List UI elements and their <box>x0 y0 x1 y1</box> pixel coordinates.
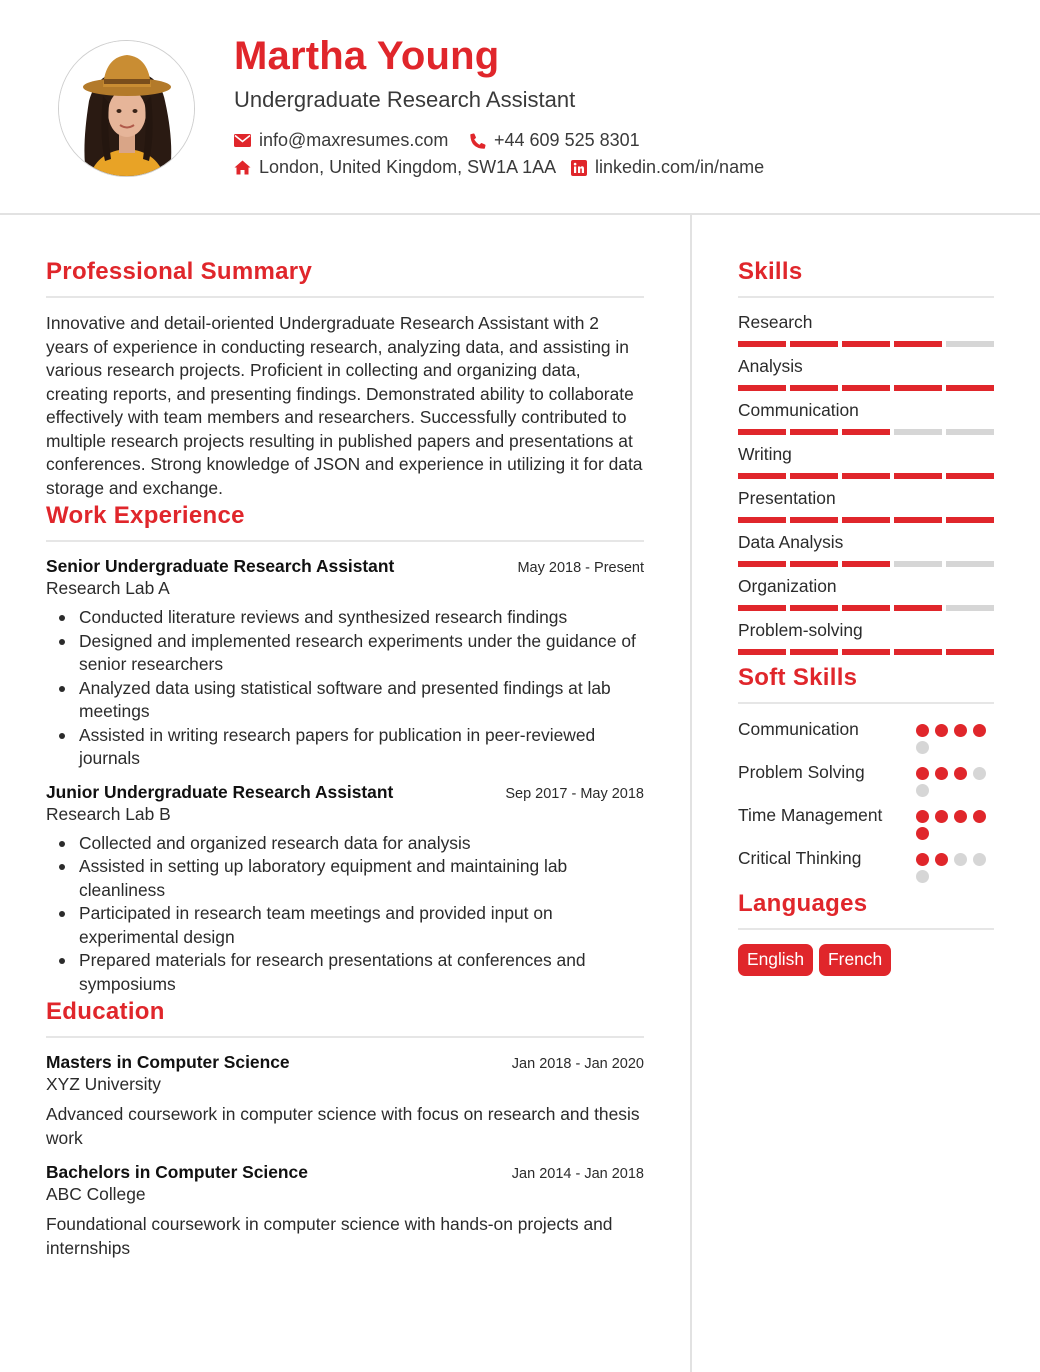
job-bullet: Conducted literature reviews and synthesized research findings <box>46 606 644 630</box>
soft-skill-name: Time Management <box>738 805 883 825</box>
soft-skill-rating <box>916 847 994 883</box>
rating-dot <box>954 724 967 737</box>
education-heading: Education <box>46 998 644 1038</box>
skill-level-segment <box>842 473 890 479</box>
linkedin-icon <box>571 160 587 176</box>
rating-dot <box>954 810 967 823</box>
contact-linkedin[interactable] <box>571 157 764 178</box>
rating-dot <box>916 853 929 866</box>
soft-skill-item <box>738 804 994 840</box>
skill-level-segment <box>894 561 942 567</box>
skill-level-segment <box>842 341 890 347</box>
skill-level-segment <box>842 561 890 567</box>
skill-level-bar <box>738 649 994 655</box>
skill-level-segment <box>842 385 890 391</box>
degree-title: Bachelors in Computer Science <box>46 1162 308 1182</box>
rating-dot <box>916 784 929 797</box>
skill-item <box>738 444 994 479</box>
soft-skill-name: Communication <box>738 719 859 739</box>
language-badge: French <box>819 944 891 976</box>
job-bullet: Designed and implemented research experiments under the guidance of senior researchers <box>46 630 644 677</box>
phone-icon <box>470 133 486 149</box>
job-entry <box>46 556 644 771</box>
location-text: London, United Kingdom, SW1A 1AA <box>259 157 557 177</box>
resume-header <box>0 0 1040 215</box>
soft-skill-item <box>738 718 994 754</box>
skill-level-segment <box>790 517 838 523</box>
envelope-icon <box>234 134 251 147</box>
skill-level-segment <box>894 429 942 435</box>
rating-dot <box>916 827 929 840</box>
contact-email[interactable] <box>234 130 448 151</box>
rating-dot <box>935 853 948 866</box>
experience-heading: Work Experience <box>46 502 644 542</box>
skill-item <box>738 576 994 611</box>
skills-heading: Skills <box>738 258 994 298</box>
education-description: Advanced coursework in computer science with focus on research and thesis work <box>46 1104 640 1148</box>
school-name: ABC College <box>46 1184 146 1204</box>
education-date: Jan 2014 - Jan 2018 <box>511 1166 644 1182</box>
skill-name: Communication <box>738 400 859 420</box>
soft-skills-section <box>738 664 994 883</box>
job-title: Junior Undergraduate Research Assistant <box>46 781 394 802</box>
language-badge: English <box>738 944 813 976</box>
job-bullet: Collected and organized research data for analysis <box>46 832 644 856</box>
job-bullet: Prepared materials for research presentations at conferences and symposiums <box>46 949 644 996</box>
job-header <box>46 556 644 577</box>
experience-section <box>46 502 644 996</box>
languages-heading: Languages <box>738 890 994 930</box>
rating-dot <box>954 767 967 780</box>
rating-dot <box>916 870 929 883</box>
education-entry <box>46 1162 644 1260</box>
education-entry <box>46 1052 644 1150</box>
rating-dot <box>954 853 967 866</box>
skill-level-segment <box>946 649 994 655</box>
side-column <box>738 258 994 976</box>
job-bullet: Assisted in writing research papers for publication in peer-reviewed journals <box>46 724 644 771</box>
skill-level-bar <box>738 385 994 391</box>
rating-dot <box>916 724 929 737</box>
job-organization: Research Lab B <box>46 803 171 824</box>
rating-dot <box>916 741 929 754</box>
linkedin-text: linkedin.com/in/name <box>595 157 765 177</box>
education-header <box>46 1052 644 1073</box>
rating-dot <box>916 767 929 780</box>
rating-dot <box>935 810 948 823</box>
languages-section <box>738 890 994 976</box>
rating-dot <box>935 724 948 737</box>
skill-level-bar <box>738 341 994 347</box>
rating-dot <box>973 810 986 823</box>
skill-item <box>738 620 994 655</box>
skill-name: Problem-solving <box>738 620 863 640</box>
job-title: Senior Undergraduate Research Assistant <box>46 556 395 576</box>
skill-level-segment <box>738 341 786 347</box>
skill-name: Organization <box>738 576 837 596</box>
job-header <box>46 782 644 803</box>
skill-level-segment <box>894 385 942 391</box>
skill-item <box>738 532 994 567</box>
skill-level-bar <box>738 605 994 611</box>
skill-list <box>738 312 994 655</box>
skill-level-segment <box>894 605 942 611</box>
skill-level-bar <box>738 429 994 435</box>
degree-title: Masters in Computer Science <box>46 1052 290 1072</box>
skill-level-bar <box>738 473 994 479</box>
skill-level-segment <box>842 429 890 435</box>
skill-level-segment <box>738 517 786 523</box>
skill-name: Research <box>738 312 813 332</box>
skill-level-segment <box>790 605 838 611</box>
skill-level-segment <box>894 473 942 479</box>
skill-level-segment <box>894 341 942 347</box>
soft-skill-list <box>738 718 994 883</box>
rating-dot <box>973 767 986 780</box>
language-list <box>738 944 994 976</box>
phone-text: +44 609 525 8301 <box>494 130 640 150</box>
skill-level-segment <box>946 473 994 479</box>
summary-section <box>46 258 644 500</box>
education-list <box>46 1052 644 1260</box>
rating-dot <box>916 810 929 823</box>
job-bullet: Participated in research team meetings and provided input on experimental design <box>46 902 644 949</box>
skill-level-bar <box>738 561 994 567</box>
education-description: Foundational coursework in computer science with hands-on projects and internships <box>46 1214 613 1258</box>
skill-item <box>738 312 994 347</box>
education-section <box>46 998 644 1260</box>
skill-level-segment <box>894 649 942 655</box>
skill-level-segment <box>946 561 994 567</box>
skill-level-segment <box>738 561 786 567</box>
skills-section <box>738 258 994 655</box>
rating-dot <box>973 724 986 737</box>
column-divider <box>690 215 692 1372</box>
job-organization: Research Lab A <box>46 578 170 598</box>
job-date: Sep 2017 - May 2018 <box>505 785 644 802</box>
skill-name: Presentation <box>738 488 836 508</box>
skill-level-segment <box>842 649 890 655</box>
main-column <box>46 258 644 1260</box>
skill-level-segment <box>790 473 838 479</box>
job-date: May 2018 - Present <box>517 560 644 576</box>
soft-skills-heading: Soft Skills <box>738 664 994 704</box>
soft-skill-rating <box>916 804 994 840</box>
profile-photo <box>58 40 195 177</box>
skill-level-bar <box>738 517 994 523</box>
skill-level-segment <box>946 341 994 347</box>
skill-level-segment <box>738 429 786 435</box>
skill-level-segment <box>946 517 994 523</box>
contact-location <box>234 157 556 178</box>
job-bullet: Analyzed data using statistical software and presented findings at lab meetings <box>46 677 644 724</box>
soft-skill-rating <box>916 761 994 797</box>
candidate-role: Undergraduate Research Assistant <box>234 87 576 112</box>
soft-skill-item <box>738 761 994 797</box>
education-date: Jan 2018 - Jan 2020 <box>511 1056 644 1072</box>
skill-level-segment <box>946 385 994 391</box>
skill-level-segment <box>790 429 838 435</box>
skill-level-segment <box>738 649 786 655</box>
skill-level-segment <box>894 517 942 523</box>
job-bullets <box>46 606 644 771</box>
email-text: info@maxresumes.com <box>259 130 449 150</box>
skill-level-segment <box>842 517 890 523</box>
skill-name: Analysis <box>738 356 803 376</box>
candidate-name: Martha Young <box>234 34 500 78</box>
rating-dot <box>935 767 948 780</box>
skill-level-segment <box>790 649 838 655</box>
soft-skill-name: Critical Thinking <box>738 848 862 868</box>
skill-name: Data Analysis <box>738 532 844 552</box>
skill-level-segment <box>790 341 838 347</box>
skill-level-segment <box>738 473 786 479</box>
skill-item <box>738 488 994 523</box>
skill-level-segment <box>790 385 838 391</box>
skill-item <box>738 400 994 435</box>
soft-skill-name: Problem Solving <box>738 762 865 782</box>
school-name: XYZ University <box>46 1074 161 1094</box>
skill-level-segment <box>790 561 838 567</box>
job-bullets <box>46 832 644 997</box>
skill-level-segment <box>738 605 786 611</box>
skill-item <box>738 356 994 391</box>
education-header <box>46 1162 644 1183</box>
rating-dot <box>973 853 986 866</box>
skill-level-segment <box>946 605 994 611</box>
skill-level-segment <box>738 385 786 391</box>
summary-text: Innovative and detail-oriented Undergraduate Research Assistant with 2 years of experience in conducting research, analyzing data, and assisting in various research projects. Proficient in collecting and organizing data, creating reports, and presenting findings. Demonstrated ability to collaborate effectively with team members and researchers. Successfully contributed to multiple research projects resulting in published papers and presentations at conferences. Strong knowledge of JSON and experience in utilizing it for data storage and exchange. <box>46 313 643 498</box>
job-list <box>46 556 644 996</box>
job-bullet: Assisted in setting up laboratory equipment and maintaining lab cleanliness <box>46 855 644 902</box>
summary-heading: Professional Summary <box>46 258 644 298</box>
skill-level-segment <box>946 429 994 435</box>
skill-name: Writing <box>738 444 792 464</box>
skill-level-segment <box>842 605 890 611</box>
job-entry <box>46 782 644 997</box>
soft-skill-rating <box>916 718 994 754</box>
soft-skill-item <box>738 847 994 883</box>
home-icon <box>234 160 251 175</box>
contact-phone[interactable] <box>470 130 640 151</box>
